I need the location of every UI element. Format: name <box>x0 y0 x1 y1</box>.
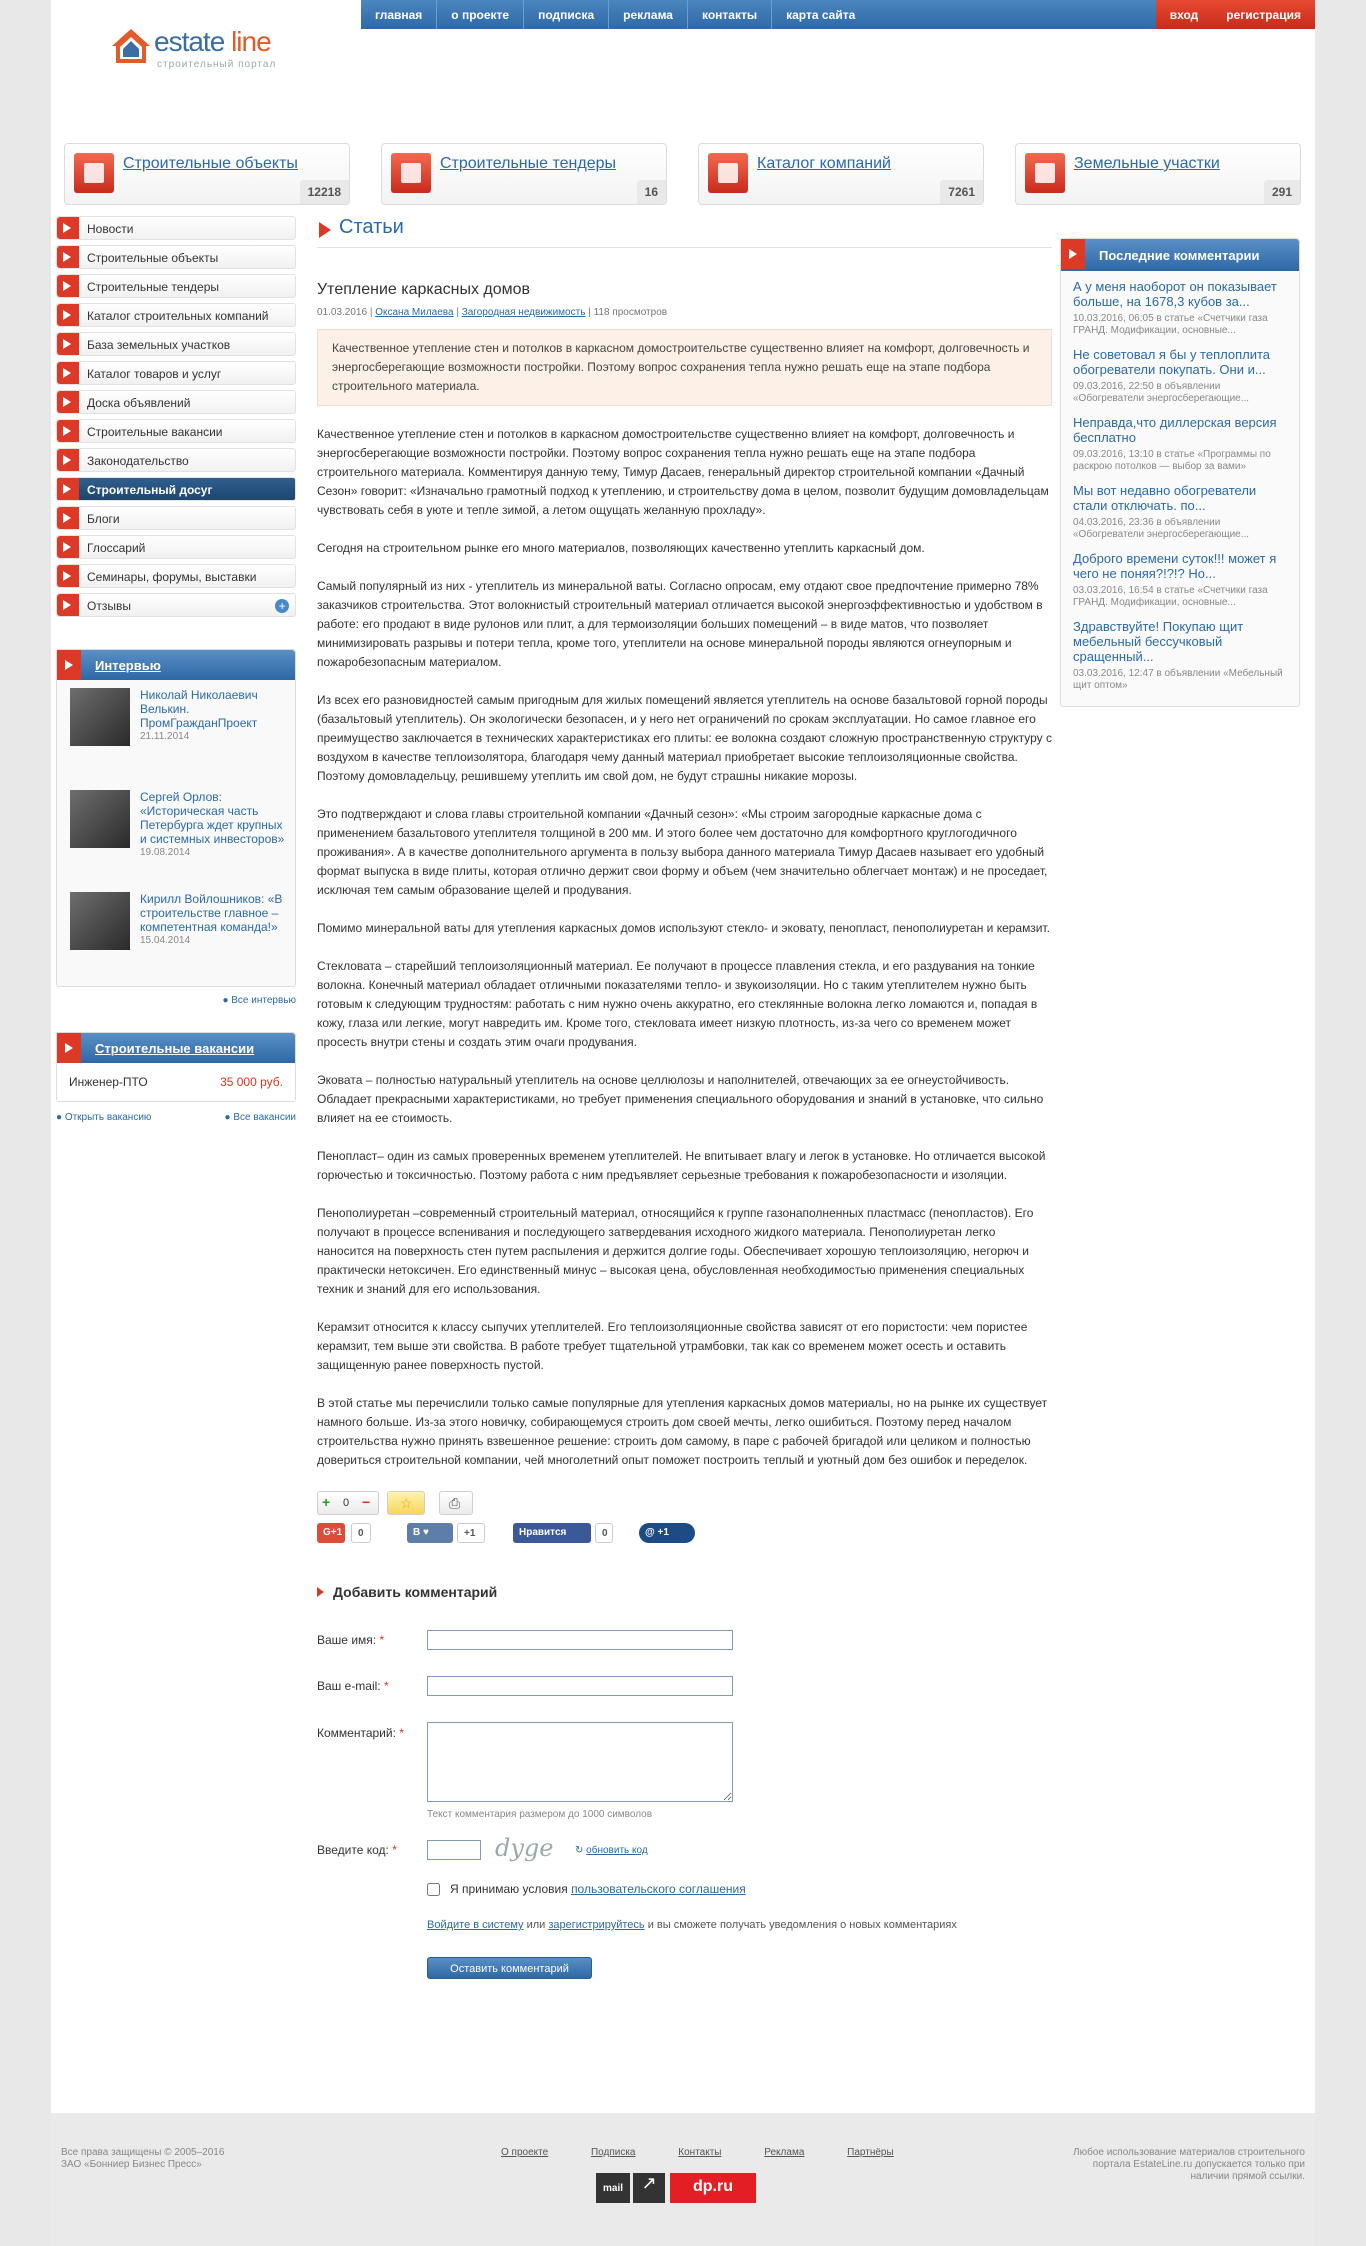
fb-count: 0 <box>595 1523 613 1543</box>
sidebar-item-label: Отзывы <box>87 599 131 613</box>
comment-meta: 04.03.2016, 23:36 в объявлении «Обогреватели энергосберегающие... <box>1073 517 1250 540</box>
logo-name: estate line <box>154 26 271 57</box>
refresh-icon: ↻ <box>575 1845 584 1856</box>
sidebar-item-blogs[interactable] <box>56 506 296 530</box>
comment-item[interactable] <box>1061 339 1299 407</box>
comment-hint: Текст комментария размером до 1000 символов <box>427 1809 653 1820</box>
arrow-icon <box>57 1033 81 1063</box>
refresh-code-link[interactable]: ↻ обновить код <box>575 1845 648 1856</box>
arrow-icon <box>57 391 79 413</box>
vote-up-icon[interactable]: + <box>322 1494 331 1510</box>
social-buttons <box>317 1523 1052 1543</box>
arrow-icon <box>57 478 79 500</box>
email-input[interactable] <box>427 1676 733 1696</box>
crane-icon <box>74 153 114 193</box>
captcha-image: dyge <box>495 1834 554 1862</box>
logo-slogan: строительный портал <box>157 59 277 70</box>
vacancy-title[interactable]: Инженер-ПТО <box>69 1075 148 1089</box>
arrow-icon <box>57 650 81 680</box>
views-count: 118 просмотров <box>593 307 668 318</box>
comments-header <box>1061 239 1299 271</box>
sidebar-item-label: Строительные вакансии <box>87 425 223 439</box>
vacancy-links <box>56 1102 296 1133</box>
category-companies[interactable] <box>698 143 984 205</box>
sidebar-item-label: Законодательство <box>87 454 189 468</box>
comment-link[interactable]: Мы вот недавно обогреватели стали отключать. по... <box>1073 483 1257 513</box>
comment-link[interactable]: Неправда,что диллерская версия бесплатно <box>1073 415 1277 445</box>
vacancies-header <box>57 1033 295 1063</box>
arrow-icon <box>57 246 79 268</box>
sidebar-item-news[interactable] <box>56 216 296 240</box>
category-tenders[interactable] <box>381 143 667 205</box>
nav-subscribe[interactable]: подписка <box>538 8 595 22</box>
sidebar-item-label: Глоссарий <box>87 541 146 555</box>
sidebar-item-label: Каталог строительных компаний <box>87 309 269 323</box>
vacancies-box <box>56 1032 296 1102</box>
comment-textarea[interactable] <box>427 1722 733 1802</box>
login-link[interactable]: вход <box>1169 8 1199 22</box>
dp-badge[interactable]: dp.ru <box>670 2173 756 2203</box>
plus-icon[interactable]: + <box>275 599 289 613</box>
code-label: Введите код: * <box>317 1843 397 1857</box>
comment-meta: 09.03.2016, 13:10 в статье «Программы по раскрою потолков — выбор за вами» <box>1073 449 1271 472</box>
interview-photo[interactable] <box>70 688 130 746</box>
nav-about[interactable]: о проекте <box>451 8 510 22</box>
category-count: 7261 <box>940 180 983 204</box>
footer <box>51 2113 1315 2246</box>
arrow-icon <box>57 507 79 529</box>
fb-like-button[interactable]: Нравится <box>513 1523 591 1543</box>
copyright-line: Все права защищены © 2005–2016 <box>61 2147 225 2158</box>
register-link-form[interactable]: зарегистрируйтесь <box>548 1919 645 1931</box>
category-land[interactable] <box>1015 143 1301 205</box>
section-title: Статьи <box>317 216 1052 248</box>
email-label: Ваш e-mail: * <box>317 1679 389 1693</box>
page <box>51 0 1315 2246</box>
comment-meta: 10.03.2016, 06:05 в статье «Счетчики газа ГРАНД. Модификации, основные... <box>1073 313 1268 336</box>
interview-name[interactable]: Николай Николаевич Велькин. ПромГражданПроект <box>140 688 258 730</box>
vk-button[interactable]: В ♥ <box>407 1523 453 1543</box>
left-sidebar <box>56 216 296 1133</box>
comments-title: Последние комментарии <box>1099 248 1260 263</box>
sidebar-item-label: Блоги <box>87 512 120 526</box>
auth-links <box>1156 0 1315 29</box>
comment-item[interactable] <box>1061 611 1299 706</box>
comment-item[interactable] <box>1061 543 1299 611</box>
comment-item[interactable] <box>1061 407 1299 475</box>
category-count: 291 <box>1264 180 1300 204</box>
footer-link-subscribe[interactable]: Подписка <box>590 2147 636 2158</box>
footer-link-contacts[interactable]: Контакты <box>678 2147 722 2158</box>
interview-photo[interactable] <box>70 790 130 848</box>
nav-home[interactable]: главная <box>375 8 423 22</box>
category-link[interactable]: Загородная недвижимость <box>461 307 586 318</box>
right-sidebar <box>1060 238 1300 707</box>
interview-item[interactable] <box>57 680 295 782</box>
sidebar-item-leisure[interactable] <box>56 477 296 501</box>
briefcase-icon <box>708 153 748 193</box>
sidebar-item-companies[interactable] <box>56 303 296 327</box>
house-logo-icon <box>112 29 150 63</box>
comment-label: Комментарий: * <box>317 1726 404 1740</box>
comment-meta: 03.03.2016, 16:54 в статье «Счетчики газа ГРАНД. Модификации, основные... <box>1073 585 1268 608</box>
category-construction-objects[interactable] <box>64 143 350 205</box>
article-meta: 01.03.2016 | Оксана Милаева | Загородная недвижимость | 118 просмотров <box>317 307 668 318</box>
footer-copyright <box>61 2147 224 2171</box>
rating-widget <box>317 1491 379 1515</box>
top-mail-badge[interactable]: mail <box>596 2173 630 2203</box>
vacancy-price: 35 000 руб. <box>220 1075 283 1089</box>
nav-sitemap[interactable]: карта сайта <box>786 8 856 22</box>
arrow-icon <box>57 275 79 297</box>
article-paragraph: Из всех его разновидностей самым пригодным для жилых помещений является утеплитель на основе базальтовой горной породы (базальтовый утеплитель). Он экологически безопасен, и у него нет ограничений по срокам эксплуатации. Но самое главное его преимущество заключается в технических характеристиках его плиты: ее волокна создают сложную пространственную структуру с воздухом в качестве теплоизолятора, благодаря чему данный материал приобретает высокие теплоизоляционные свойства. Поэтому домовладельцу, решившему утеплить им свой дом, не будут страшны никакие морозы. <box>317 693 1052 783</box>
sidebar-item-glossary[interactable] <box>56 535 296 559</box>
category-title[interactable]: Строительные тендеры <box>440 155 616 172</box>
vk-count: +1 <box>457 1523 485 1543</box>
article-lead: Качественное утепление стен и потолков в каркасном домостроительстве существенно влияет на комфорт, долговечность и энергосберегающие возможности постройки. Поэтому вопрос сохранения тепла нужно решать еще на этапе подбора строительного материала. <box>317 329 1052 406</box>
arrow-icon <box>57 536 79 558</box>
category-title[interactable]: Строительные объекты <box>123 155 298 172</box>
all-interviews-label: Все интервью <box>231 995 296 1006</box>
sidebar-item-board[interactable] <box>56 390 296 414</box>
arrow-icon <box>57 362 79 384</box>
sidebar-item-label: Строительные тендеры <box>87 280 219 294</box>
land-icon <box>1025 153 1065 193</box>
comment-link[interactable]: Здравствуйте! Покупаю щит мебельный бессучковый сращенный... <box>1073 619 1244 664</box>
footer-links <box>481 2147 914 2158</box>
interview-date: 15.04.2014 <box>140 935 191 946</box>
sidebar-menu <box>56 216 296 617</box>
interview-photo[interactable] <box>70 892 130 950</box>
article-title: Утепление каркасных домов <box>317 281 531 298</box>
category-title[interactable]: Земельные участки <box>1074 155 1220 172</box>
favorite-star-icon[interactable]: ☆ <box>387 1491 425 1515</box>
nav-ads[interactable]: реклама <box>623 8 673 22</box>
arrow-icon <box>57 304 79 326</box>
handshake-icon <box>391 153 431 193</box>
arrow-icon <box>57 420 79 442</box>
article-paragraph: Пенопласт– один из самых проверенных временем утеплителей. Не впитывает влагу и легок в установке. Но отличается высокой горючестью и токсичностью. Поэтому работа с ним предъявляет серьезные требования к пожаробезопасности и изоляции. <box>317 1149 1046 1182</box>
sidebar-item-label: Каталог товаров и услуг <box>87 367 222 381</box>
sidebar-item-vacancies[interactable] <box>56 419 296 443</box>
vacancies-title[interactable]: Строительные вакансии <box>95 1041 255 1056</box>
publisher-line: ЗАО «Бонниер Бизнес Пресс» <box>61 2159 202 2170</box>
sidebar-item-label: Доска объявлений <box>87 396 191 410</box>
sidebar-item-seminars[interactable] <box>56 564 296 588</box>
login-link-form[interactable]: Войдите в систему <box>427 1919 524 1931</box>
arrow-icon <box>57 217 79 239</box>
main-content <box>317 216 1052 2000</box>
category-count: 12218 <box>300 180 349 204</box>
sidebar-item-label: Новости <box>87 222 134 236</box>
arrow-icon <box>1061 239 1085 269</box>
arrow-icon <box>57 333 79 355</box>
article-paragraph: Стекловата – старейший теплоизоляционный материал. Ее получают в процессе плавления стекла, и его раздувания на тонкие волокна. Конечный материал обладает отличными показателями тепло- и звукоизоляции. Но с таким утеплителем нужно быть готовым к следующим трудностям: работать с ним нужно очень аккуратно, его стеклянные волокна легко ломаются и, попадая в кожу, глаза или легкие, могут навредить им. Кроме того, стекловата имеет низкую плотность, из-за чего со временем может просесть внутри стены и создать этим очаги продувания. <box>317 959 1038 1049</box>
vacancy-row[interactable] <box>57 1063 295 1101</box>
sidebar-item-label: Строительные объекты <box>87 251 219 265</box>
footer-link-about[interactable]: О проекте <box>501 2147 549 2158</box>
sidebar-item-tenders[interactable] <box>56 274 296 298</box>
arrow-icon <box>57 565 79 587</box>
interview-name[interactable]: Кирилл Войлошников: «В строительстве главное – компетентная команда!» <box>140 892 283 934</box>
sidebar-item-land[interactable] <box>56 332 296 356</box>
footer-link-ads[interactable]: Реклама <box>764 2147 805 2158</box>
comment-item[interactable] <box>1061 271 1299 339</box>
comment-form <box>317 1600 1052 2000</box>
article-body <box>317 425 1052 1470</box>
mail-share-button[interactable]: @ +1 <box>639 1523 695 1543</box>
vote-down-icon[interactable]: − <box>362 1494 371 1510</box>
arrow-icon <box>57 449 79 471</box>
captcha-input[interactable] <box>427 1840 481 1860</box>
all-vacancies-link[interactable]: ● Все вакансии <box>224 1112 296 1123</box>
all-interviews-link[interactable]: ● Все интервью <box>56 987 296 1016</box>
interviews-header <box>57 650 295 680</box>
sidebar-item-reviews[interactable] <box>56 593 296 617</box>
login-notice: Войдите в систему или зарегистрируйтесь и вы сможете получать уведомления о новых комментариях <box>427 1919 957 1931</box>
name-label: Ваше имя: * <box>317 1633 385 1647</box>
rating-value: 0 <box>343 1497 350 1509</box>
register-link[interactable]: регистрация <box>1226 8 1301 22</box>
article-paragraph: Это подтверждают и слова главы строительной компании «Дачный сезон»: «Мы строим загородные каркасные дома с применением базальтового утеплителя толщиной в 200 мм. И этого более чем достаточно для комфортного круглогодичного проживания». А в качестве дополнительного аргумента в пользу выбора данного материала Тимур Дасаев называет его удобный формат выпуска в виде плиты, которая отлично держит свои форму и объем (чем значительно облегчает монтаж) и не проседает, исключая тем самым образование щелей и продувания. <box>317 807 1048 897</box>
interview-date: 19.08.2014 <box>140 847 191 858</box>
article-paragraph: Пенополиуретан –современный строительный материал, относящийся к группе газонаполненных пластмасс (пенопластов). Его получают в процессе вспенивания и последующего затвердевания исходного жидкого материала. Пенополиуретан легко наносится на поверхность стен путем распыления и держится долгие годы. Обеспечивает хорошую теплоизоляцию, негорюч и практически нетоксичен. Его единственный минус – высокая цена, обусловленная необходимостью применения специальных техник и знаний для его использования. <box>317 1206 1034 1296</box>
comment-link[interactable]: А у меня наоборот он показывает больше, на 1678,3 кубов за... <box>1073 279 1277 309</box>
comment-link[interactable]: Доброго времени суток!!! может я чего не поняя?!?!? Но... <box>1073 551 1277 581</box>
interviews-title[interactable]: Интервью <box>95 658 161 673</box>
print-icon[interactable]: ⎙ <box>439 1491 473 1515</box>
footer-link-partners[interactable]: Партнёры <box>847 2147 894 2158</box>
logo[interactable] <box>51 0 361 84</box>
comment-link[interactable]: Не советовал я бы у теплоплита обогреватели покупать. Они и... <box>1073 347 1271 377</box>
arrow-icon <box>57 594 79 616</box>
gplus-button[interactable]: G+1 <box>317 1523 345 1543</box>
sidebar-item-label: База земельных участков <box>87 338 231 352</box>
article-paragraph: Керамзит относится к классу сыпучих утеплителей. Его теплоизоляционные свойства зависят от его пористости: чем пористее керамзит, тем выше эти свойства. В работе требует тщательной утрамбовки, так как со временем может осесть и оставить защищенную ранее поверхность пустой. <box>317 1320 1028 1372</box>
external-arrow-icon[interactable]: ↗ <box>633 2173 665 2203</box>
agree-checkbox[interactable] <box>427 1883 440 1896</box>
article-paragraph: Сегодня на строительном рынке его много материалов, позволяющих качественно утеплить каркасный дом. <box>317 541 925 555</box>
article-date: 01.03.2016 <box>317 307 368 318</box>
comment-item[interactable] <box>1061 475 1299 543</box>
interview-item[interactable] <box>57 782 295 884</box>
interview-date: 21.11.2014 <box>140 731 190 742</box>
open-vacancy-link[interactable]: ● Открыть вакансию <box>56 1112 152 1123</box>
agreement-row: Я принимаю условия пользовательского соглашения <box>427 1882 746 1896</box>
agreement-link[interactable]: пользовательского соглашения <box>571 1882 746 1896</box>
author-link[interactable]: Оксана Милаева <box>375 307 454 318</box>
sidebar-item-goods[interactable] <box>56 361 296 385</box>
comment-meta: 03.03.2016, 12:47 в объявлении «Мебельный щит оптом» <box>1073 668 1283 691</box>
name-input[interactable] <box>427 1630 733 1650</box>
sidebar-item-label: Семинары, форумы, выставки <box>87 570 257 584</box>
comment-form-title: Добавить комментарий <box>317 1584 1052 1600</box>
article-paragraph: Качественное утепление стен и потолков в каркасном домостроительстве существенно влияет на комфорт, долговечность и энергосберегающие возможности постройки. Поэтому вопрос сохранения тепла нужно решать еще на этапе подбора строительного материала. Комментируя данную тему, Тимур Дасаев, генеральный директор строительной компании «Дачный Сезон» говорит: «Изначально грамотный подход к утеплению, и строительству дома в целом, позволит будущим домовладельцам чувствовать себя в уюте и тепле зимой, а летом ощущать желанную прохладу». <box>317 427 1049 517</box>
nav-contacts[interactable]: контакты <box>701 8 758 22</box>
interviews-box <box>56 649 296 987</box>
comment-meta: 09.03.2016, 22:50 в объявлении «Обогреватели энергосберегающие... <box>1073 381 1250 404</box>
article-paragraph: Помимо минеральной ваты для утепления каркасных домов используют стекло- и эковату, пенопласт, пенополиуретан и керамзит. <box>317 921 1050 935</box>
sidebar-item-objects[interactable] <box>56 245 296 269</box>
interview-item[interactable] <box>57 884 295 986</box>
article-paragraph: В этой статье мы перечислили только самые популярные для утепления каркасных домов материалы, но на рынке их существует намного больше. Из-за этого новичку, собирающемуся строить дом своей мечты, легко ошибиться. Поэтому перед началом строительства нужно принять взвешенное решение: строить дом самому, в паре с рабочей бригадой или целиком и полностью довериться строительной компании, чей многолетний опыт поможет построить теплый и уютный дом без ошибок и переделок. <box>317 1396 1048 1467</box>
top-nav <box>361 0 1315 29</box>
article-paragraph: Эковата – полностью натуральный утеплитель на основе целлюлозы и наполнителей, отвечающих за ее огнеустойчивость. Обладает прекрасными характеристиками, но требует применения специального оборудования и знаний в установке, что сильно влияет на ее стоимость. <box>317 1073 1044 1125</box>
footer-note: Любое использование материалов строительного портала EstateLine.ru допускается только при наличии прямой ссылки. <box>1073 2147 1305 2182</box>
category-tiles <box>64 143 1302 205</box>
submit-comment-button[interactable]: Оставить комментарий <box>427 1957 592 1979</box>
gplus-count: 0 <box>351 1523 371 1543</box>
interview-name[interactable]: Сергей Орлов: «Историческая часть Петербурга ждет крупных и системных инвесторов» <box>140 790 285 846</box>
category-count: 16 <box>637 180 666 204</box>
sidebar-item-law[interactable] <box>56 448 296 472</box>
article-paragraph: Самый популярный из них - утеплитель из минеральной ваты. Согласно опросам, ему отдают свое предпочтение примерно 78% заказчиков строительства. Этот волокнистый строительный материал отличается высокой энергоэффективностью и удобством в работе: его продают в виде рулонов или плит, а для термоизоляции больших помещений – в виде матов, что позволяет минимизировать разрывы и потери тепла, кроме того, утеплители на основе минеральной породы являются огнеупорным и пожаробезопасным материалом. <box>317 579 1043 669</box>
article-actions <box>317 1491 1052 1517</box>
sidebar-item-label: Строительный досуг <box>87 483 213 497</box>
category-title[interactable]: Каталог компаний <box>757 155 891 172</box>
